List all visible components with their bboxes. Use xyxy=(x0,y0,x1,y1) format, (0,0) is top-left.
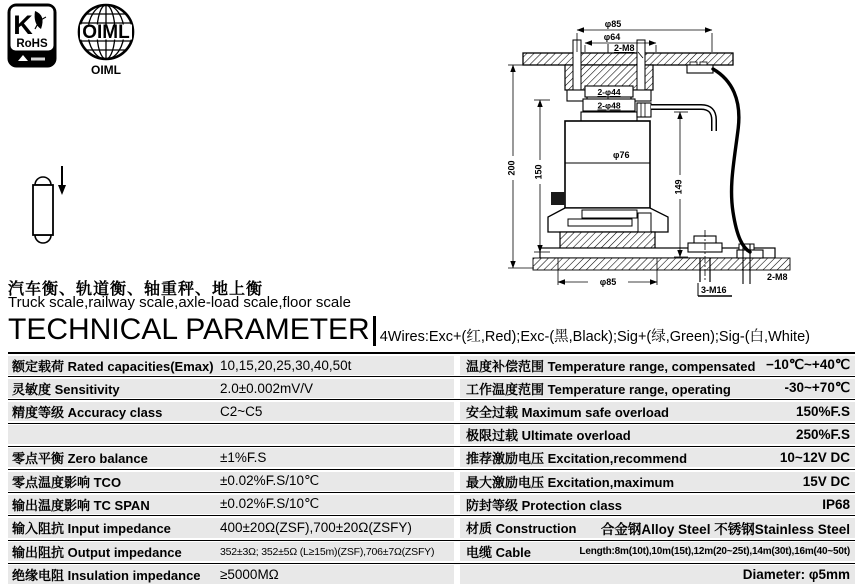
param-value: Diameter: φ5mm xyxy=(742,567,850,583)
table-row xyxy=(8,400,855,423)
rohs-k-letter: K xyxy=(13,10,33,40)
param-label: 输入阻抗 Input impedance xyxy=(12,521,171,537)
sensor-body xyxy=(565,121,650,208)
wiring-note: 4Wires:Exc+(红,Red);Exc-(黑,Black);Sig+(绿,Green);Sig-(白,White) xyxy=(379,329,810,345)
table-row xyxy=(8,470,855,493)
param-value: ±0.02%F.S/10℃ xyxy=(220,473,320,489)
param-label: 温度补偿范围 Temperature range, compensated xyxy=(466,358,756,374)
param-label: 绝缘电阻 Insulation impedance xyxy=(12,568,201,584)
param-value: IP68 xyxy=(822,496,850,512)
dim-149: 149 xyxy=(673,179,684,195)
param-value: ±1%F.S xyxy=(220,450,267,466)
param-value: -30~+70℃ xyxy=(784,380,850,396)
oiml-caption: OIML xyxy=(91,63,121,77)
param-label: 工作温度范围 Temperature range, operating xyxy=(466,381,731,397)
param-label: 最大激励电压 Excitation,maximum xyxy=(466,474,675,490)
pictogram-bottom-dome xyxy=(35,235,51,243)
rohs-label: RoHS xyxy=(16,38,48,50)
dim-d76: φ76 xyxy=(613,150,630,160)
param-value: ≥5000MΩ xyxy=(220,567,279,583)
oiml-globe-text: OIML xyxy=(82,22,130,43)
param-label: 灵敏度 Sensitivity xyxy=(12,381,120,397)
dim-bottom-d85: φ85 xyxy=(599,277,617,287)
page-title: TECHNICAL PARAMETER xyxy=(8,313,370,346)
pictogram-body xyxy=(33,185,53,235)
param-value: 2.0±0.002mV/V xyxy=(220,380,313,396)
dim-150: 150 xyxy=(533,164,544,180)
table-row xyxy=(8,354,855,377)
param-value: 400±20Ω(ZSF),700±20Ω(ZSFY) xyxy=(220,520,412,536)
param-value: −10℃~+40℃ xyxy=(765,357,850,373)
param-value: C2~C5 xyxy=(220,403,263,419)
dim-d64: φ64 xyxy=(603,32,621,42)
applications-en: Truck scale,railway scale,axle-load scale,floor scale xyxy=(8,294,351,311)
param-label: 防封等级 Protection class xyxy=(466,497,623,513)
dim-3-m16: 3-M16 xyxy=(701,285,727,295)
table-row xyxy=(8,424,855,447)
dim-2-d44: 2-φ44 xyxy=(597,87,621,97)
technical-parameter-heading-row xyxy=(8,313,810,347)
param-label: 输出阻抗 Output impedance xyxy=(12,545,182,561)
param-label: 推荐激励电压 Excitation,recommend xyxy=(466,451,688,467)
param-label: 输出温度影响 TC SPAN xyxy=(12,497,150,513)
param-value: 合金钢Alloy Steel 不锈钢Stainless Steel xyxy=(600,521,850,537)
heading-divider xyxy=(373,316,376,346)
param-value: 250%F.S xyxy=(795,427,850,443)
table-row xyxy=(8,541,855,564)
param-value: 352±3Ω; 352±5Ω (L≥15m)(ZSF),706±7Ω(ZSFY) xyxy=(220,545,435,558)
param-value: Length:8m(10t),10m(15t),12m(20~25t),14m(30t),16m(40~50t) xyxy=(579,546,850,558)
param-label: 电缆 Cable xyxy=(466,545,532,561)
param-label: 零点平衡 Zero balance xyxy=(12,451,148,467)
pictogram-top-dome xyxy=(35,177,51,185)
param-label: 零点温度影响 TCO xyxy=(12,474,122,490)
param-value: 150%F.S xyxy=(795,403,850,419)
table-row xyxy=(8,447,855,470)
table-row xyxy=(8,377,855,400)
table-row xyxy=(8,516,855,540)
dim-2-d48: 2-φ48 xyxy=(597,100,621,111)
parameter-table xyxy=(8,352,855,584)
param-label: 安全过载 Maximum safe overload xyxy=(466,404,669,420)
param-label: 材质 Construction xyxy=(466,521,577,537)
param-label: 精度等级 Accuracy class xyxy=(12,404,163,420)
dim-2-m8-top: 2-M8 xyxy=(614,43,635,53)
param-value: 10~12V DC xyxy=(779,450,850,466)
table-row xyxy=(8,564,855,586)
applications-zh: 汽车衡、轨道衡、轴重秤、地上衡 xyxy=(8,281,264,298)
param-value: 15V DC xyxy=(802,473,850,489)
oiml-logo xyxy=(74,2,142,78)
cable xyxy=(713,69,750,252)
table-row xyxy=(8,493,855,516)
load-cell-pictogram xyxy=(24,158,74,256)
param-label: 极限过载 Ultimate overload xyxy=(466,428,631,444)
ground xyxy=(533,258,790,270)
dim-200: 200 xyxy=(506,160,517,176)
rohs-logo xyxy=(6,2,58,69)
dim-top-d85: φ85 xyxy=(604,19,622,29)
load-cell-technical-drawing xyxy=(488,0,857,300)
param-value: ±0.02%F.S/10℃ xyxy=(220,496,320,512)
param-label: 额定载荷 Rated capacities(Emax) xyxy=(12,358,214,374)
dim-2-m8-bottom: 2-M8 xyxy=(767,272,788,282)
param-value: 10,15,20,25,30,40,50t xyxy=(220,357,352,373)
